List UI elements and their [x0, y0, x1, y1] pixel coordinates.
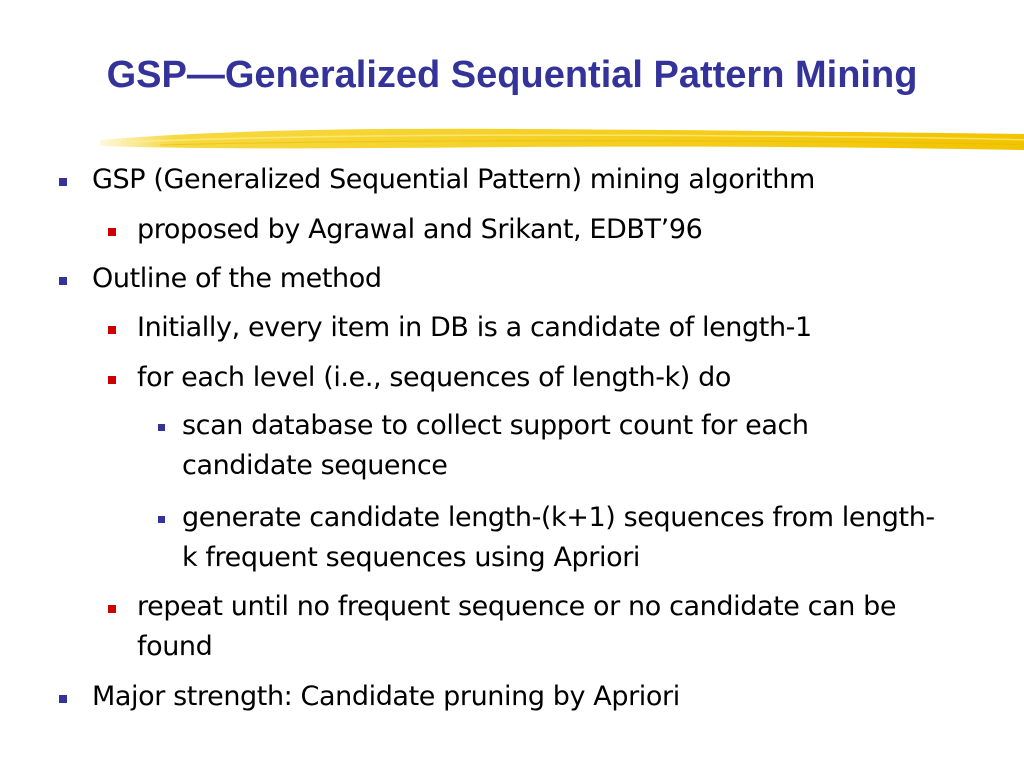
bullet-text: repeat until no frequent sequence or no candidate can be found: [137, 591, 897, 662]
bullet-marker-icon: [158, 424, 165, 431]
highlighter-stroke: [100, 120, 1024, 160]
bullet-text: Major strength: Candidate pruning by Apriori: [92, 681, 680, 712]
bullet-marker-icon: [59, 695, 67, 703]
bullet-item: [137, 210, 987, 250]
bullet-text: proposed by Agrawal and Srikant, EDBT’96: [137, 214, 703, 245]
slide-title: GSP—Generalized Sequential Pattern Mining: [106, 54, 918, 96]
bullet-item: [92, 259, 992, 299]
bullet-item: [137, 358, 987, 398]
bullet-marker-icon: [108, 228, 116, 236]
bullet-marker-icon: [108, 326, 116, 334]
bullet-item: [182, 498, 942, 578]
bullet-item: [137, 587, 967, 667]
bullet-text: generate candidate length-(k+1) sequences from length-k frequent sequences using Apriori: [182, 502, 935, 573]
bullet-marker-icon: [59, 178, 67, 186]
bullet-marker-icon: [59, 277, 67, 285]
bullet-text: for each level (i.e., sequences of length-k) do: [137, 362, 731, 393]
bullet-item: [182, 406, 922, 486]
bullet-marker-icon: [108, 605, 116, 613]
bullet-item: [92, 160, 992, 200]
bullet-marker-icon: [158, 516, 165, 523]
bullet-text: scan database to collect support count for each candidate sequence: [182, 410, 809, 481]
bullet-text: GSP (Generalized Sequential Pattern) mining algorithm: [92, 164, 815, 195]
bullet-text: Initially, every item in DB is a candidate of length-1: [137, 312, 812, 343]
bullet-text: Outline of the method: [92, 263, 382, 294]
bullet-marker-icon: [108, 376, 116, 384]
bullet-item: [137, 308, 987, 348]
bullet-item: [92, 677, 992, 717]
